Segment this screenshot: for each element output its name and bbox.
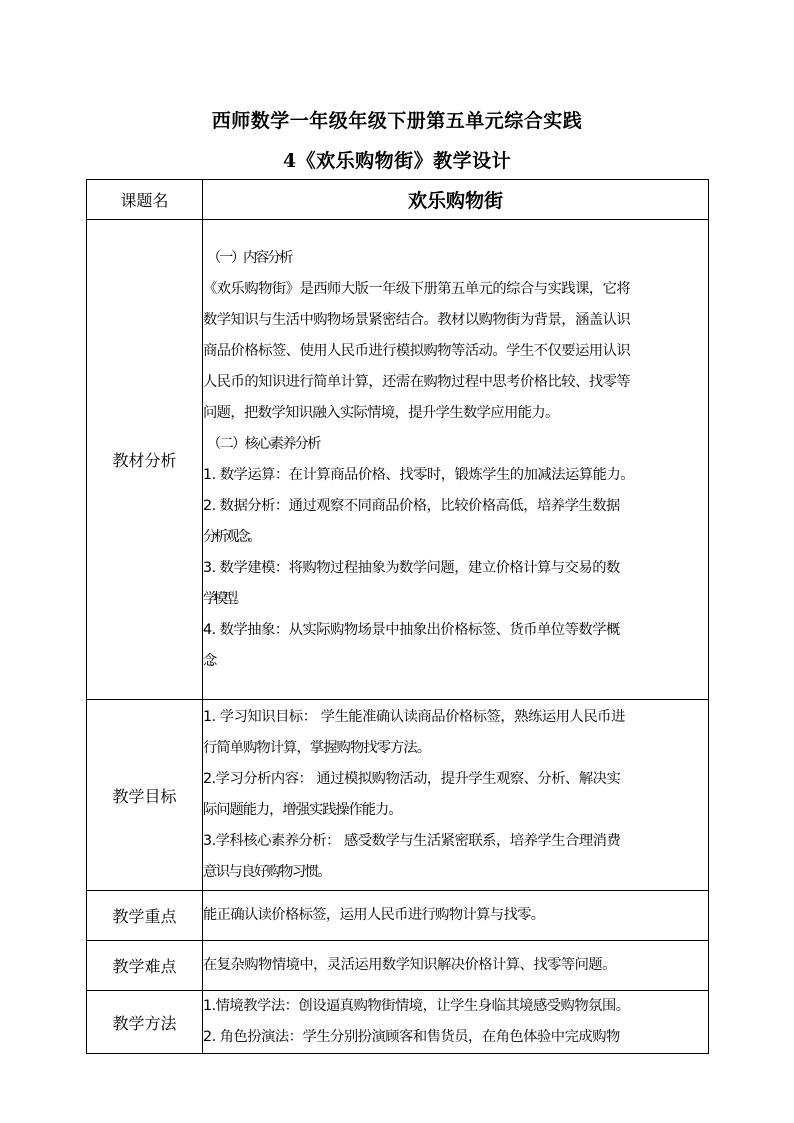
objectives-line: 际问题能力，增强实践操作能力。 (203, 802, 402, 818)
label-key-points: 教学重点 (87, 891, 203, 941)
row-objectives (87, 700, 709, 891)
label-objectives: 教学目标 (87, 700, 203, 891)
row-methods (87, 991, 709, 1054)
analysis-line: 问题，把数学知识融入实际情境，提升学生数学应用能力。 (203, 404, 559, 421)
methods-line: 2. 角色扮演法：学生分别扮演顾客和售货员，在角色体验中完成购物 (203, 1029, 620, 1045)
analysis-line: 数学知识与生活中购物场景紧密结合。教材以购物街为背景，涵盖认识 (203, 311, 631, 328)
value-topic: 欢乐购物街 (203, 180, 709, 220)
key-points-line: 能正确认读价格标签，运用人民币进行购物计算与找零。 (203, 907, 545, 923)
analysis-line: 念。 (203, 652, 216, 669)
row-analysis (87, 220, 709, 700)
objectives-line: 1. 学习知识目标： 学生能准确认读商品价格标签，熟练运用人民币进 (203, 709, 625, 725)
row-difficulties (87, 941, 709, 991)
analysis-line: （一）内容分析 (207, 249, 292, 266)
label-topic: 课题名 (87, 180, 203, 220)
objectives-line: 意识与良好购物习惯。 (203, 864, 330, 880)
difficulties-line: 在复杂购物情境中，灵活运用数学知识解决价格计算、找零等问题。 (203, 957, 616, 973)
analysis-line: 学模型。 (203, 590, 245, 607)
analysis-line: 分析观念。 (203, 528, 259, 545)
objectives-line: 3.学科核心素养分析： 感受数学与生活紧密联系，培养学生合理消费 (203, 833, 621, 849)
label-analysis: 教材分析 (87, 220, 203, 700)
objectives-line: 2.学习分析内容： 通过模拟购物活动，提升学生观察、分析、解决实 (203, 771, 621, 787)
content-key-points (203, 891, 709, 941)
document-subtitle: 4《欢乐购物街》教学设计 (282, 150, 512, 172)
content-objectives (203, 700, 709, 891)
analysis-line: 人民币的知识进行简单计算，还需在购物过程中思考价格比较、找零等 (203, 373, 631, 390)
objectives-line: 行简单购物计算，掌握购物找零方法。 (203, 740, 431, 756)
content-methods (203, 991, 709, 1054)
content-difficulties (203, 941, 709, 991)
document-title: 西师数学一年级年级下册第五单元综合实践 (211, 110, 583, 132)
label-methods: 教学方法 (87, 991, 203, 1054)
row-topic (87, 180, 709, 220)
analysis-line: 《欢乐购物街》是西师大版一年级下册第五单元的综合与实践课，它将 (203, 280, 631, 297)
analysis-line: 4. 数学抽象：从实际购物场景中抽象出价格标签、货币单位等数学概 (203, 621, 620, 638)
analysis-line: 1. 数学运算：在计算商品价格、找零时，锻炼学生的加减法运算能力。 (203, 466, 635, 483)
content-analysis (203, 220, 709, 700)
analysis-line: 2. 数据分析：通过观察不同商品价格，比较价格高低，培养学生数据 (203, 497, 620, 514)
lesson-plan-table (86, 179, 709, 1054)
analysis-line: 商品价格标签、使用人民币进行模拟购物等活动。学生不仅要运用认识 (203, 342, 631, 359)
label-difficulties: 教学难点 (87, 941, 203, 991)
methods-line: 1.情境教学法：创设逼真购物街情境，让学生身临其境感受购物氛围。 (203, 998, 630, 1014)
row-key-points (87, 891, 709, 941)
analysis-line: （二）核心素养分析 (207, 435, 320, 452)
analysis-line: 3. 数学建模：将购物过程抽象为数学问题，建立价格计算与交易的数 (203, 559, 620, 576)
